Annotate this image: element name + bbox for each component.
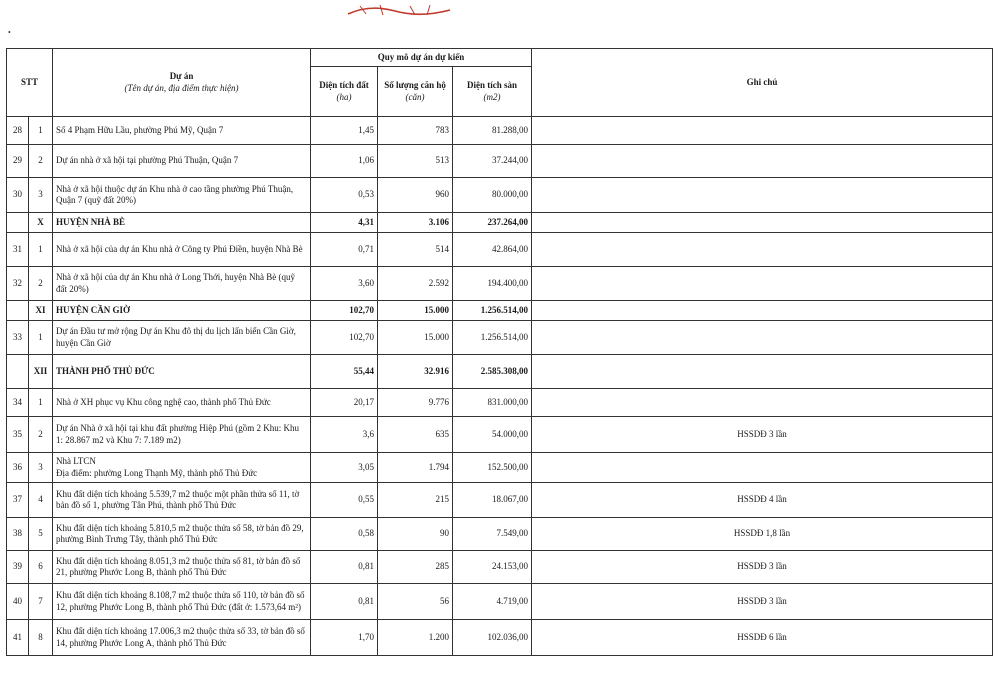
- header-area: [311, 67, 378, 117]
- row-number: 36: [7, 453, 29, 483]
- row-area: 1,70: [311, 620, 378, 656]
- row-index: 1: [29, 233, 53, 267]
- row-note: [532, 301, 993, 321]
- row-note: [532, 321, 993, 355]
- header-area-unit: (ha): [336, 91, 352, 102]
- row-project-name: Dự án nhà ở xã hội tại phường Phú Thuận, Quận 7: [53, 145, 311, 178]
- stamp-mark: [340, 2, 460, 18]
- row-note: HSSDĐ 3 lần: [532, 584, 993, 620]
- row-area: 0,55: [311, 483, 378, 518]
- row-floor: 81.288,00: [453, 117, 532, 145]
- row-index: 6: [29, 551, 53, 584]
- table-row: [7, 233, 993, 267]
- header-project: [53, 49, 311, 117]
- row-floor: 1.256.514,00: [453, 321, 532, 355]
- table-row: [7, 518, 993, 551]
- header-floor: [453, 67, 532, 117]
- row-project-name: Khu đất diện tích khoảng 8.051,3 m2 thuộc thửa số 81, tờ bản đồ số 21, phường Phước Long B, thành phố Thủ Đức: [53, 551, 311, 584]
- row-index: 5: [29, 518, 53, 551]
- row-index: 1: [29, 389, 53, 417]
- table-row: [7, 417, 993, 453]
- row-index: 2: [29, 417, 53, 453]
- row-note: [532, 355, 993, 389]
- row-floor: 24.153,00: [453, 551, 532, 584]
- row-units: 285: [378, 551, 453, 584]
- row-floor: 237.264,00: [453, 213, 532, 233]
- row-area: 1,06: [311, 145, 378, 178]
- row-index: XII: [29, 355, 53, 389]
- table-row: [7, 620, 993, 656]
- row-units: 90: [378, 518, 453, 551]
- row-number: 40: [7, 584, 29, 620]
- header-project-sub: (Tên dự án, địa điểm thực hiện): [124, 82, 239, 93]
- table-row: [7, 453, 993, 483]
- row-project-name: Nhà ở xã hội của dự án Khu nhà ở Long Thới, huyện Nhà Bè (quỹ đất 20%): [53, 267, 311, 301]
- row-note: HSSDĐ 1,8 lần: [532, 518, 993, 551]
- row-project-name: Khu đất diện tích khoảng 5.539,7 m2 thuộc một phần thửa số 11, tờ bản đồ số 1, phường Tân Phú, thành phố Thủ Đức: [53, 483, 311, 518]
- row-number: 31: [7, 233, 29, 267]
- margin-mark: •: [8, 28, 11, 37]
- row-floor: 37.244,00: [453, 145, 532, 178]
- table-row: [7, 321, 993, 355]
- row-note: [532, 453, 993, 483]
- row-index: 3: [29, 178, 53, 213]
- row-project-name: Khu đất diện tích khoảng 5.810,5 m2 thuộc thửa số 58, tờ bản đồ 29, phường Bình Trưng Tây, thành phố Thủ Đức: [53, 518, 311, 551]
- row-units: 56: [378, 584, 453, 620]
- row-units: 1.200: [378, 620, 453, 656]
- row-number: 41: [7, 620, 29, 656]
- table-row: [7, 267, 993, 301]
- row-number: 35: [7, 417, 29, 453]
- row-note: [532, 213, 993, 233]
- project-table: [6, 48, 993, 656]
- row-note: HSSDĐ 3 lần: [532, 417, 993, 453]
- row-units: 3.106: [378, 213, 453, 233]
- row-area: 0,71: [311, 233, 378, 267]
- row-units: 514: [378, 233, 453, 267]
- row-note: [532, 233, 993, 267]
- row-units: 215: [378, 483, 453, 518]
- table-row: [7, 389, 993, 417]
- row-area: 0,81: [311, 551, 378, 584]
- row-index: 4: [29, 483, 53, 518]
- row-units: 960: [378, 178, 453, 213]
- row-number: 32: [7, 267, 29, 301]
- row-number: 33: [7, 321, 29, 355]
- row-area: 0,53: [311, 178, 378, 213]
- row-project-name: Số 4 Phạm Hữu Lầu, phường Phú Mỹ, Quận 7: [53, 117, 311, 145]
- row-note: HSSDĐ 6 lần: [532, 620, 993, 656]
- row-units: 15.000: [378, 301, 453, 321]
- row-number: 34: [7, 389, 29, 417]
- row-floor: 831.000,00: [453, 389, 532, 417]
- row-floor: 80.000,00: [453, 178, 532, 213]
- row-area: 3,60: [311, 267, 378, 301]
- row-floor: 152.500,00: [453, 453, 532, 483]
- row-note: [532, 389, 993, 417]
- row-note: HSSDĐ 4 lần: [532, 483, 993, 518]
- row-number: [7, 355, 29, 389]
- row-area: 3,6: [311, 417, 378, 453]
- row-note: [532, 145, 993, 178]
- table-row: [7, 178, 993, 213]
- row-index: 3: [29, 453, 53, 483]
- header-area-title: Diện tích đất: [319, 80, 369, 91]
- row-note: [532, 117, 993, 145]
- row-units: 32.916: [378, 355, 453, 389]
- header-units-title: Số lượng căn hộ: [384, 80, 446, 91]
- row-index: 8: [29, 620, 53, 656]
- project-table-body: [7, 117, 993, 656]
- row-units: 783: [378, 117, 453, 145]
- row-index: X: [29, 213, 53, 233]
- row-index: 1: [29, 321, 53, 355]
- table-row: [7, 117, 993, 145]
- row-units: 1.794: [378, 453, 453, 483]
- row-index: XI: [29, 301, 53, 321]
- header-note: Ghi chú: [532, 49, 993, 117]
- row-floor: 54.000,00: [453, 417, 532, 453]
- row-project-name: Dự án Nhà ở xã hội tại khu đất phường Hiệp Phú (gồm 2 Khu: Khu 1: 28.867 m2 và Khu 7: 7.189 m2): [53, 417, 311, 453]
- row-project-name: HUYỆN CẦN GIỜ: [53, 301, 311, 321]
- row-units: 2.592: [378, 267, 453, 301]
- row-index: 2: [29, 145, 53, 178]
- header-project-title: Dự án: [169, 71, 194, 82]
- row-project-name: Nhà ở XH phục vụ Khu công nghệ cao, thành phố Thủ Đức: [53, 389, 311, 417]
- row-area: 55,44: [311, 355, 378, 389]
- row-area: 102,70: [311, 301, 378, 321]
- row-project-name: Khu đất diện tích khoảng 17.006,3 m2 thuộc thửa số 33, tờ bản đồ số 14, phường Phước Long A, thành phố Thủ Đức: [53, 620, 311, 656]
- row-floor: 42.864,00: [453, 233, 532, 267]
- row-floor: 7.549,00: [453, 518, 532, 551]
- row-index: 1: [29, 117, 53, 145]
- row-number: 39: [7, 551, 29, 584]
- row-project-name: Nhà ở xã hội thuộc dự án Khu nhà ở cao tầng phường Phú Thuận, Quận 7 (quỹ đất 20%): [53, 178, 311, 213]
- table-row: [7, 584, 993, 620]
- row-index: 7: [29, 584, 53, 620]
- row-project-name: HUYỆN NHÀ BÈ: [53, 213, 311, 233]
- row-project-name: THÀNH PHỐ THỦ ĐỨC: [53, 355, 311, 389]
- row-number: 37: [7, 483, 29, 518]
- row-units: 15.000: [378, 321, 453, 355]
- table-row: [7, 483, 993, 518]
- header-units-unit: (căn): [405, 91, 425, 102]
- row-project-name: Dự án Đầu tư mở rộng Dự án Khu đô thị du lịch lấn biển Cần Giờ, huyện Cần Giờ: [53, 321, 311, 355]
- header-scale: Quy mô dự án dự kiến: [311, 49, 532, 67]
- header-units: [378, 67, 453, 117]
- row-number: [7, 213, 29, 233]
- row-index: 2: [29, 267, 53, 301]
- row-area: 3,05: [311, 453, 378, 483]
- row-units: 513: [378, 145, 453, 178]
- row-number: [7, 301, 29, 321]
- table-row: [7, 551, 993, 584]
- row-area: 1,45: [311, 117, 378, 145]
- group-row: [7, 213, 993, 233]
- table-row: [7, 145, 993, 178]
- row-floor: 1.256.514,00: [453, 301, 532, 321]
- header-stt: STT: [7, 49, 53, 117]
- row-note: [532, 267, 993, 301]
- row-floor: 102.036,00: [453, 620, 532, 656]
- row-project-name: Nhà ở xã hội của dự án Khu nhà ở Công ty Phú Điền, huyện Nhà Bè: [53, 233, 311, 267]
- row-area: 102,70: [311, 321, 378, 355]
- row-number: 29: [7, 145, 29, 178]
- row-floor: 194.400,00: [453, 267, 532, 301]
- header-floor-unit: (m2): [483, 91, 501, 102]
- row-number: 30: [7, 178, 29, 213]
- row-project-name: Khu đất diện tích khoảng 8.108,7 m2 thuộc thửa số 110, tờ bản đồ số 12, phường Phước Long B, thành phố Thủ Đức (đất ở: 1.573,64 m²): [53, 584, 311, 620]
- row-floor: 18.067,00: [453, 483, 532, 518]
- row-area: 0,81: [311, 584, 378, 620]
- row-number: 38: [7, 518, 29, 551]
- row-area: 20,17: [311, 389, 378, 417]
- row-units: 635: [378, 417, 453, 453]
- row-note: HSSDĐ 3 lần: [532, 551, 993, 584]
- row-area: 0,58: [311, 518, 378, 551]
- row-project-name: Nhà LTCN Địa điểm: phường Long Thạnh Mỹ, thành phố Thủ Đức: [53, 453, 311, 483]
- row-floor: 2.585.308,00: [453, 355, 532, 389]
- row-number: 28: [7, 117, 29, 145]
- row-area: 4,31: [311, 213, 378, 233]
- group-row: [7, 355, 993, 389]
- row-units: 9.776: [378, 389, 453, 417]
- row-note: [532, 178, 993, 213]
- row-floor: 4.719,00: [453, 584, 532, 620]
- group-row: [7, 301, 993, 321]
- header-floor-title: Diện tích sàn: [467, 80, 518, 91]
